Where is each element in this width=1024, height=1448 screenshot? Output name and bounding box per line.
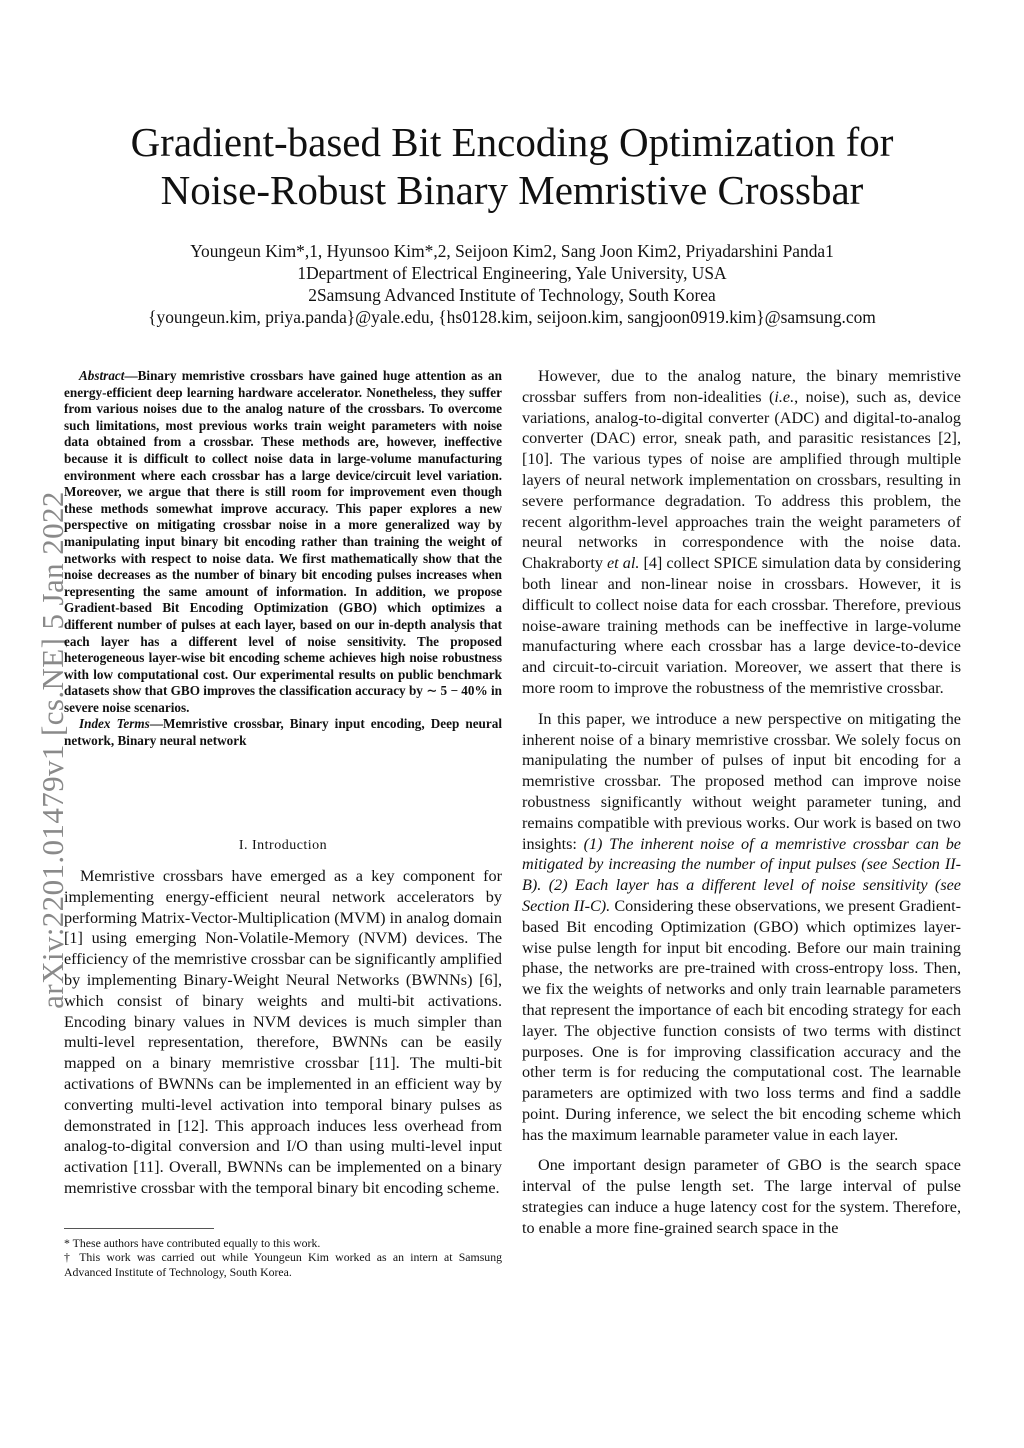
section-heading-introduction: I. Introduction	[238, 838, 328, 853]
affiliation-yale: 1Department of Electrical Engineering, Yale University, USA	[297, 263, 727, 283]
right-column-body	[522, 366, 961, 1249]
abstract-block	[64, 368, 502, 750]
abstract-label: Abstract	[79, 368, 125, 383]
author-block	[0, 240, 1024, 328]
right-paragraph-3: One important design parameter of GBO is the search space interval of the pulse length set. The large interval of pulse strategies can induce a huge latency cost for the system. Therefore, to enable a more fine-grained search space in the	[522, 1156, 961, 1237]
paper-title	[0, 118, 1024, 214]
footnote-internship: † This work was carried out while Youngeun Kim worked as an intern at Samsung Advanced Institute of Technology, South Korea.	[64, 1250, 502, 1279]
right-paragraph-2: In this paper, we introduce a new perspective on mitigating the inherent noise of a binary memristive crossbar. We solely focus on manipulating the number of pulses of input bit encoding for a memristive crossbar. The proposed method can improve noise robustness significantly without weight parameter tuning, and remains compatible with previous works. Our work is based on two insights: (1) The inherent noise of a memristive crossbar can be mitigated by increasing the number of input pulses (see Section II-B). (2) Each layer has a different level of noise sensitivity (see Section II-C). Considering these observations, we present Gradient-based Bit encoding Optimization (GBO) which optimizes layer-wise pulse length for input bit encoding. Before our main training phase, the networks are pre-trained with cross-entropy loss. Then, we fix the weights of networks and only train learnable parameters that represent the importance of each bit encoding strategy for each layer. The objective function consists of two terms with distinct purposes. One is for improving classification accuracy and the other term is for reducing the computational cost. The learnable parameters are optimized with two loss terms and find a saddle point. During inference, we select the bit encoding scheme which has the maximum learnable parameter value in each layer.	[522, 709, 961, 1144]
right-paragraph-1: However, due to the analog nature, the binary memristive crossbar suffers from non-idealities (i.e., noise), such as, device variations, analog-to-digital converter (ADC) and digital-to-analog converter (DAC) error, sneak path, and parasitic resistances [2], [10]. The various types of noise are amplified through multiple layers of neural network implementation on crossbars, resulting in severe performance degradation. To address this problem, the recent algorithm-level approaches train the weight parameters of neural networks in correspondence with the noise data. Chakraborty et al. [4] collect SPICE simulation data by considering both linear and non-linear noise in crossbars. However, it is difficult to collect noise data for each crossbar. Therefore, previous noise-aware training methods can be ineffective in large-volume manufacturing where each crossbar has a large device-to-device and circuit-to-circuit variation. Moreover, we assert that there is more room to improve the robustness of the memristive crossbar.	[522, 367, 961, 697]
footnote-equal-contribution: * These authors have contributed equally to this work.	[64, 1236, 321, 1250]
title-line-2: Noise-Robust Binary Memristive Crossbar	[160, 167, 864, 213]
affiliation-samsung: 2Samsung Advanced Institute of Technology, South Korea	[308, 285, 716, 305]
abstract-text: —Binary memristive crossbars have gained huge attention as an energy-efficient deep learning hardware accelerator. Nonetheless, they suffer from various noises due to the analog nature of the crossbars. To overcome such limitations, most previous works train weight parameters with noise data obtained from a crossbar. These methods are, however, ineffective because it is difficult to collect noise data in large-volume manufacturing environment where each crossbar has a large device/circuit level variation. Moreover, we argue that there is still room for improvement even though these methods somewhat improve accuracy. This paper explores a new perspective on mitigating crossbar noise in a more generalized way by manipulating input binary bit encoding rather than training the weight of networks with respect to noise data. We first mathematically show that the noise decreases as the number of binary bit encoding pulses increases when representing the same amount of information. In addition, we propose Gradient-based Bit Encoding Optimization (GBO) which optimizes a different number of pulses at each layer, based on our in-depth analysis that each layer has a different level of noise sensitivity. The proposed heterogeneous layer-wise bit encoding scheme achieves high noise robustness with low computational cost. Our experimental results on public benchmark datasets show that GBO improves the classification accuracy by ∼ 5 − 40% in severe noise scenarios.	[64, 368, 502, 715]
index-terms-label: Index Terms	[79, 716, 150, 732]
index-terms-text: —Memristive crossbar, Binary input encoding, Deep neural network, Binary neural network	[64, 716, 503, 749]
footnotes	[64, 1236, 502, 1279]
arxiv-stamp: arXiv:2201.01479v1 [cs.NE] 5 Jan 2022	[35, 491, 70, 1009]
author-emails: {youngeun.kim, priya.panda}@yale.edu, {hs0128.kim, seijoon.kim, sangjoon0919.kim}@samsung.com	[148, 307, 876, 327]
intro-paragraph-1: Memristive crossbars have emerged as a key component for implementing energy-efficient neural network accelerators by performing Matrix-Vector-Multiplication (MVM) in analog domain [1] using emerging Non-Volatile-Memory (NVM) devices. The efficiency of the memristive crossbar can be significantly amplified by implementing Binary-Weight Neural Networks (BWNNs) [6], which consist of binary weights and multi-bit activations. Encoding binary values in NVM devices is much simpler than multi-level representation, therefore, BWNNs can be easily mapped on a binary memristive crossbar [11]. The multi-bit activations of BWNNs can be implemented in an efficient way by converting multi-level activation into temporal binary pulses as demonstrated in [12]. This approach induces less overhead from analog-to-digital conversion and I/O than using multi-level input activation [11]. Overall, BWNNs can be implemented on a binary memristive crossbar with the temporal binary bit encoding scheme.	[64, 867, 502, 1197]
author-names: Youngeun Kim*,1, Hyunsoo Kim*,2, Seijoon Kim2, Sang Joon Kim2, Priyadarshini Panda1	[190, 241, 834, 261]
introduction-body	[64, 866, 502, 1209]
title-line-1: Gradient-based Bit Encoding Optimization for	[130, 119, 894, 165]
footnote-rule	[64, 1228, 214, 1229]
